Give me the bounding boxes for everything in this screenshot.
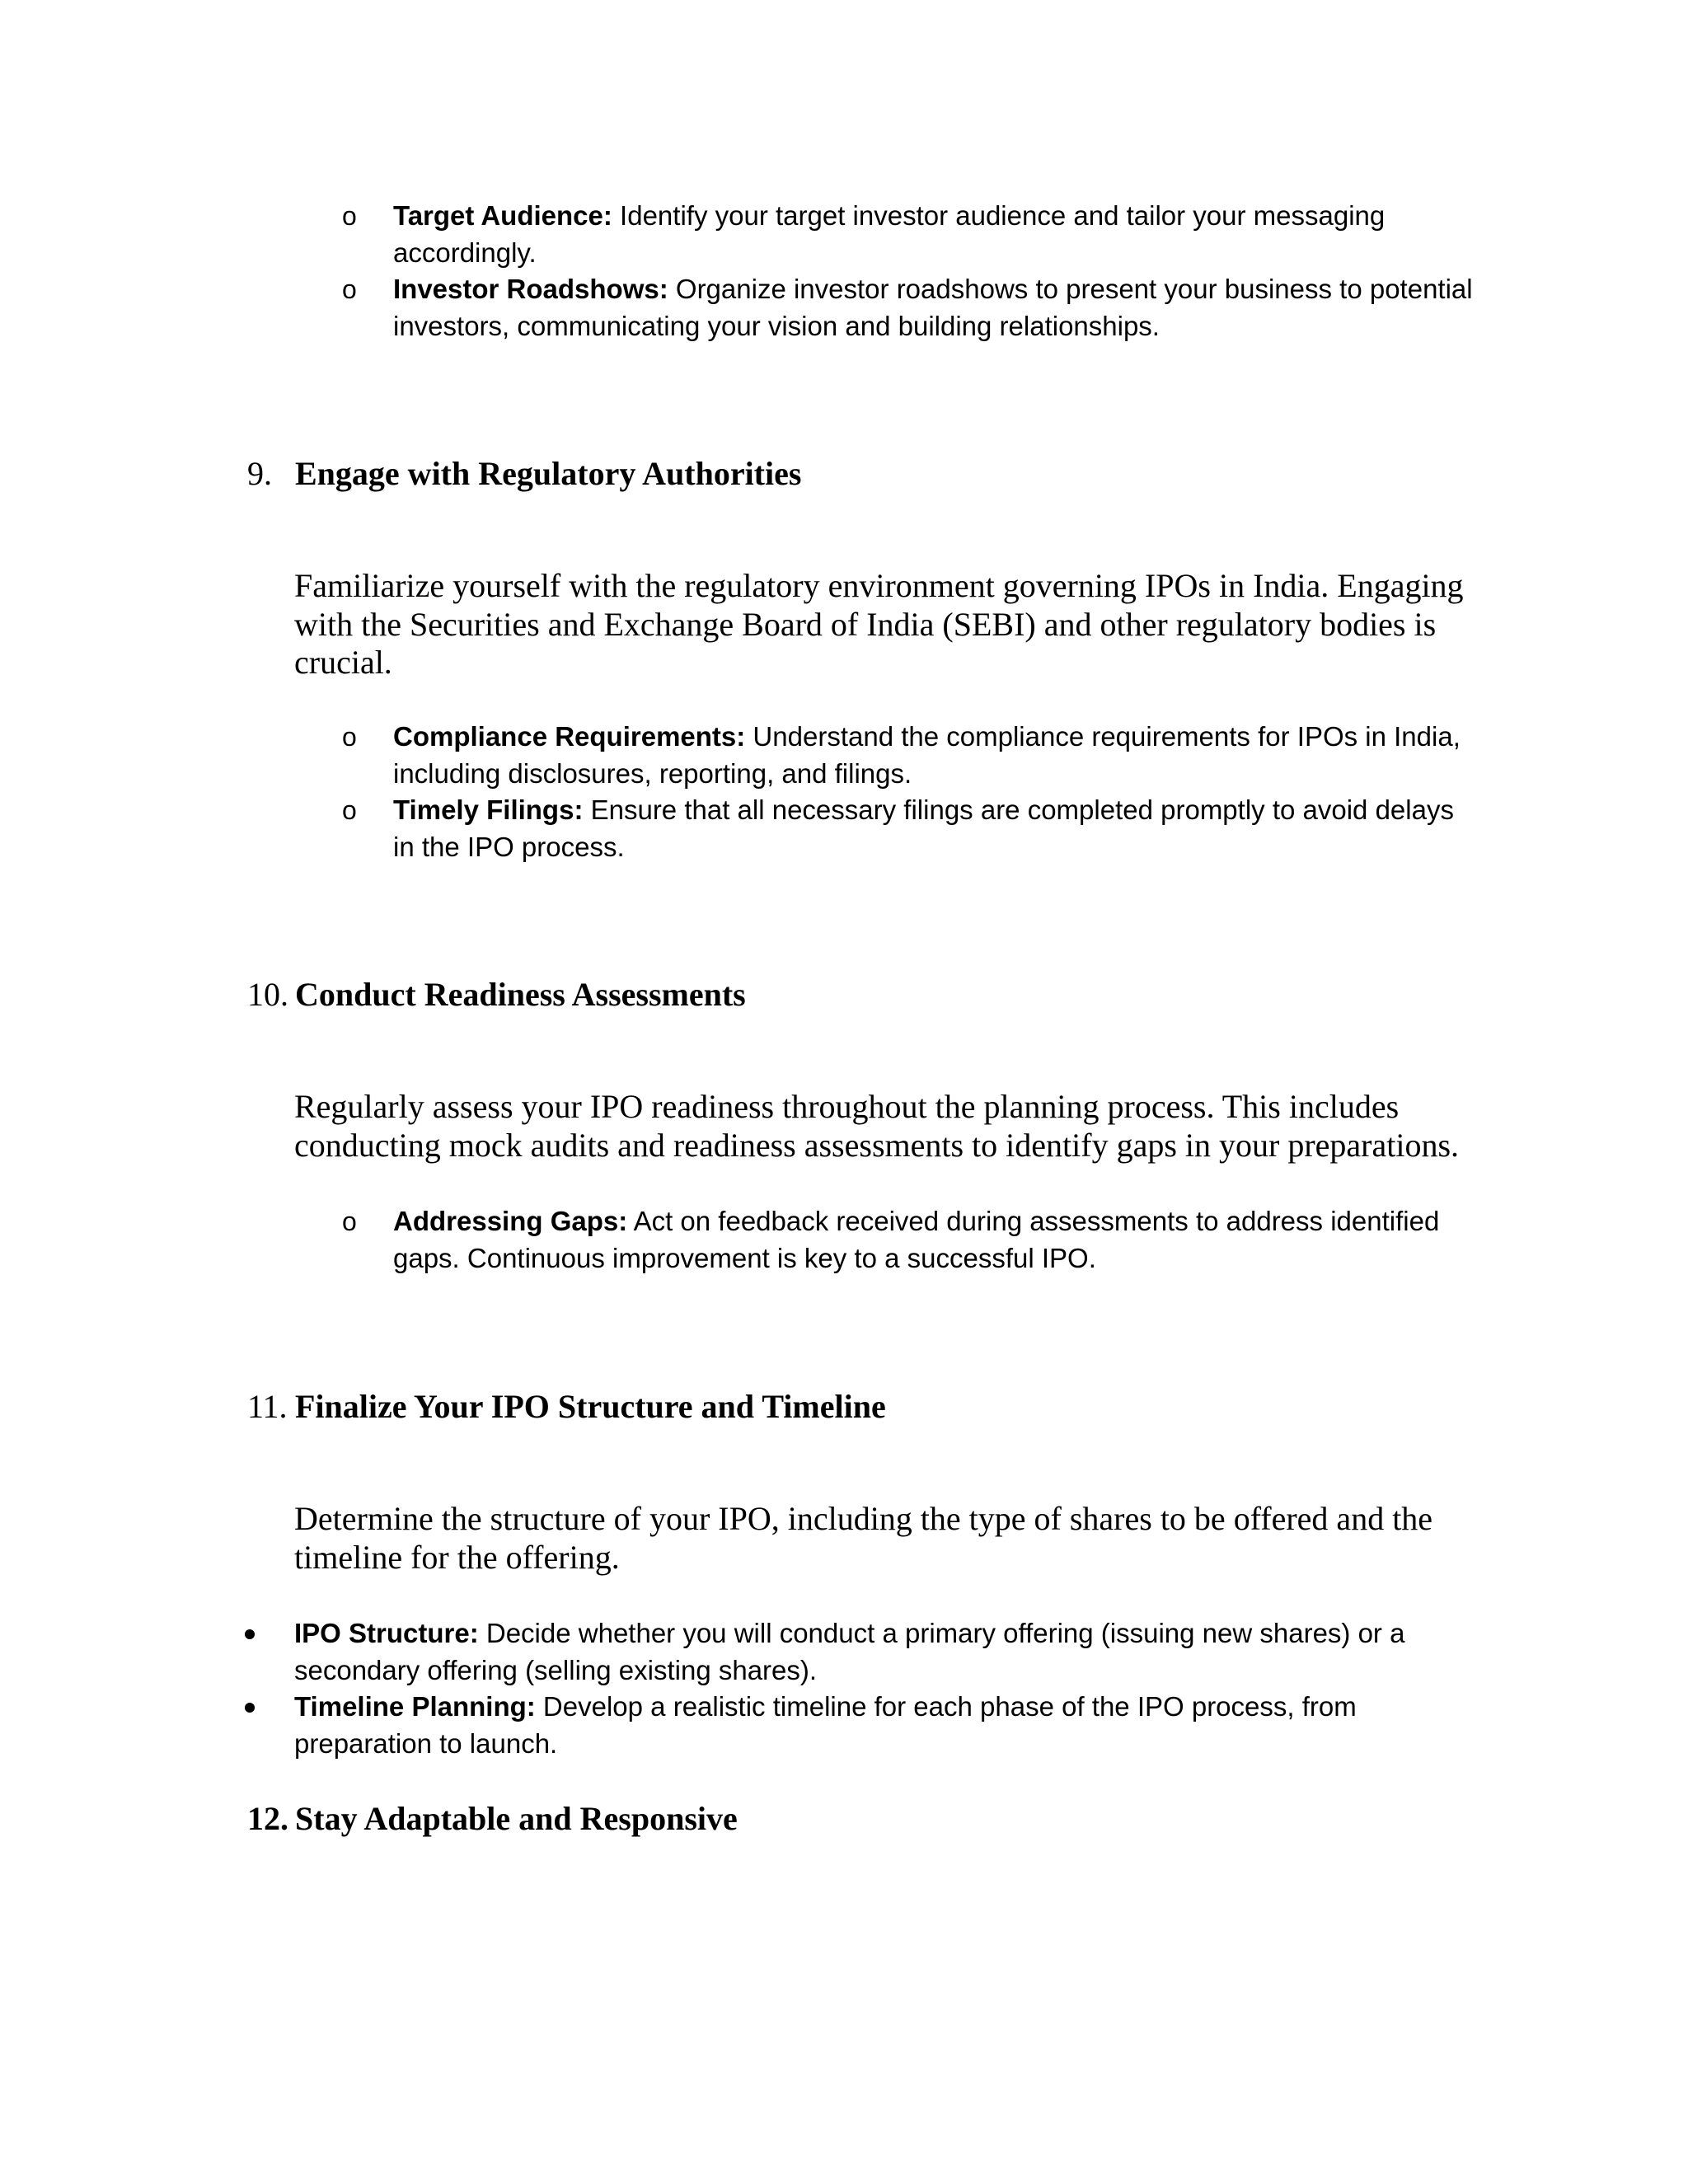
list-item [0,792,1481,865]
list-item [0,198,1481,271]
section-heading [247,975,746,1015]
circle-bullet-icon: o [342,722,357,752]
list-item [0,1689,1432,1762]
section-number: 10. [247,976,288,1013]
list-item [0,719,1481,792]
section11-bullet-list [0,1615,1432,1762]
section-heading [247,1799,738,1839]
item-text: Ensure that all necessary filings are completed promptly to avoid delays in the IPO process. [393,794,1454,862]
item-text: Organize investor roadshows to present your business to potential investors, communicating your vision and building relationships. [393,274,1473,341]
circle-bullet-icon: o [342,201,357,231]
item-text: Identify your target investor audience and tailor your messaging accordingly. [393,200,1386,268]
item-label: Compliance Requirements: [393,721,746,752]
section-number: 12. [247,1800,288,1837]
list-item [0,1615,1432,1689]
item-label: IPO Structure: [294,1618,479,1648]
item-label: Target Audience: [393,200,612,231]
item-text: Understand the compliance requirements for IPOs in India, including disclosures, reporting, and filings. [393,721,1461,789]
item-text: Act on feedback received during assessments to address identified gaps. Continuous improvement is key to a successful IPO. [393,1206,1440,1273]
section-paragraph: Determine the structure of your IPO, including the type of shares to be offered and the timeline for the offering. [294,1500,1433,1576]
item-text: Decide whether you will conduct a primary offering (issuing new shares) or a secondary offering (selling existing shares). [294,1618,1405,1685]
circle-bullet-icon: o [342,274,357,304]
section-title: Stay Adaptable and Responsive [295,1800,738,1837]
item-label: Timely Filings: [393,794,584,825]
bullet-dot-icon [245,1703,255,1713]
bullet-dot-icon [245,1629,255,1639]
section-number: 11. [247,1388,288,1425]
circle-bullet-icon: o [342,795,357,825]
section9-sub-list [0,719,1481,865]
item-label: Addressing Gaps: [393,1206,628,1236]
section8-sub-list [0,198,1481,344]
section-heading [247,1387,886,1427]
circle-bullet-icon: o [342,1207,357,1236]
section-paragraph: Familiarize yourself with the regulatory environment governing IPOs in India. Engaging with the Securities and Exchange Board of India (SEBI) and other regulatory bodies is crucial. [294,567,1464,681]
section-paragraph: Regularly assess your IPO readiness throughout the planning process. This includes conducting mock audits and readiness assessments to identify gaps in your preparations. [294,1088,1460,1164]
section-title: Conduct Readiness Assessments [295,976,746,1013]
list-item [0,1203,1481,1277]
list-item [0,271,1481,344]
section10-sub-list [0,1203,1481,1277]
item-label: Investor Roadshows: [393,274,668,304]
section-number: 9. [247,455,272,492]
section-heading [247,454,801,494]
item-label: Timeline Planning: [294,1691,536,1722]
section-title: Finalize Your IPO Structure and Timeline [295,1388,886,1425]
item-text: Develop a realistic timeline for each phase of the IPO process, from preparation to launch. [294,1691,1357,1759]
section-title: Engage with Regulatory Authorities [295,455,802,492]
